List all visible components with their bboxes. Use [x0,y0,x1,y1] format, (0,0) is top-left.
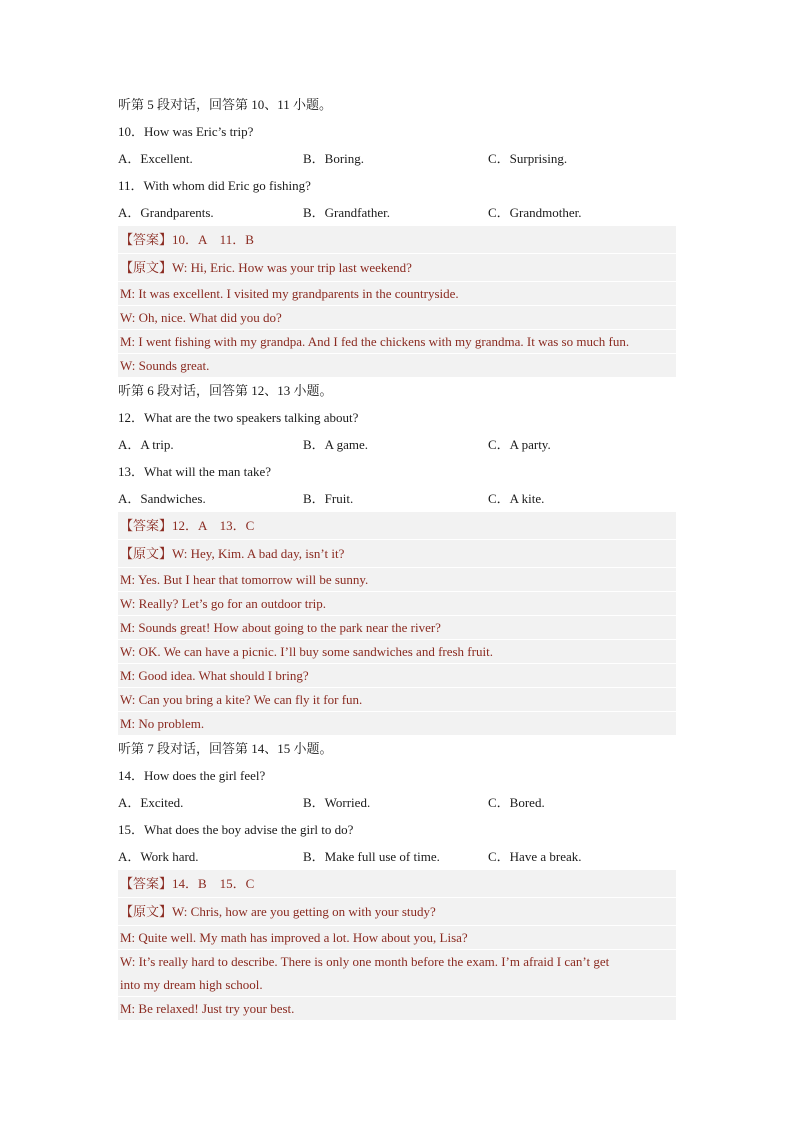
q11-option-a: A．Grandparents. [118,205,214,220]
q12-option-a: A．A trip. [118,437,174,452]
q12-option-c: C．A party. [488,437,551,452]
section-6-answer-box [118,512,676,735]
q14-option-b: B．Worried. [303,795,371,810]
q11-option-c: C．Grandmother. [488,205,582,220]
transcript-line: W: OK. We can have a picnic. I’ll buy some sandwiches and fresh fruit. [118,640,676,664]
transcript-line: 【原文】W: Chris, how are you getting on with your study? [118,898,676,926]
answer-key: 【答案】12．A 13．C [118,512,676,540]
answer-key: 【答案】10．A 11．B [118,226,676,254]
q15-option-a: A．Work hard. [118,849,199,864]
q14-option-a: A．Excited. [118,795,184,810]
transcript-line: W: Can you bring a kite? We can fly it for fun. [118,688,676,712]
transcript-line: M: Yes. But I hear that tomorrow will be sunny. [118,568,676,592]
section-6-header: 听第 6 段对话，回答第 12、13 小题。 [118,383,333,398]
q12-option-b: B．A game. [303,437,368,452]
q10-option-c: C．Surprising. [488,151,568,166]
q13-option-a: A．Sandwiches. [118,491,206,506]
question-12-stem: 12．What are the two speakers talking about? [118,410,359,425]
transcript-line: M: I went fishing with my grandpa. And I fed the chickens with my grandma. It was so much fun. [118,330,676,354]
transcript-line: M: It was excellent. I visited my grandparents in the countryside. [118,282,676,306]
question-13-stem: 13．What will the man take? [118,464,272,479]
section-7-header: 听第 7 段对话，回答第 14、15 小题。 [118,741,333,756]
question-15-stem: 15．What does the boy advise the girl to do? [118,822,354,837]
transcript-line: W: Really? Let’s go for an outdoor trip. [118,592,676,616]
transcript-line: M: Good idea. What should I bring? [118,664,676,688]
question-14-options [118,789,676,816]
transcript-line: W: Sounds great. [120,358,210,373]
section-5-header: 听第 5 段对话，回答第 10、11 小题。 [118,97,333,112]
q15-option-b: B．Make full use of time. [303,849,440,864]
transcript-line: W: It’s really hard to describe. There is only one month before the exam. I’m afraid I can’t get [120,954,610,969]
transcript-line: M: No problem. [120,716,205,731]
q15-option-c: C．Have a break. [488,849,582,864]
q10-option-a: A．Excellent. [118,151,193,166]
question-11-options [118,199,676,226]
question-10-options [118,145,676,172]
q11-option-b: B．Grandfather. [303,205,391,220]
transcript-line: M: Be relaxed! Just try your best. [120,1001,295,1016]
question-13-options [118,485,676,512]
transcript-line: M: Quite well. My math has improved a lot. How about you, Lisa? [118,926,676,950]
question-14-stem: 14．How does the girl feel? [118,768,266,783]
question-11-stem: 11．With whom did Eric go fishing? [118,178,311,193]
question-15-options [118,843,676,870]
q14-option-c: C．Bored. [488,795,545,810]
section-7-answer-box [118,870,676,1020]
question-10-stem: 10．How was Eric’s trip? [118,124,254,139]
q10-option-b: B．Boring. [303,151,365,166]
q13-option-c: C．A kite. [488,491,545,506]
transcript-line: 【原文】W: Hey, Kim. A bad day, isn’t it? [118,540,676,568]
answer-key: 【答案】14．B 15．C [118,870,676,898]
q13-option-b: B．Fruit. [303,491,354,506]
worksheet-page [118,91,676,1020]
transcript-line: into my dream high school. [118,973,676,997]
transcript-line: M: Sounds great! How about going to the park near the river? [118,616,676,640]
transcript-line: W: Oh, nice. What did you do? [118,306,676,330]
transcript-line: 【原文】W: Hi, Eric. How was your trip last weekend? [118,254,676,282]
section-5-answer-box [118,226,676,377]
question-12-options [118,431,676,458]
